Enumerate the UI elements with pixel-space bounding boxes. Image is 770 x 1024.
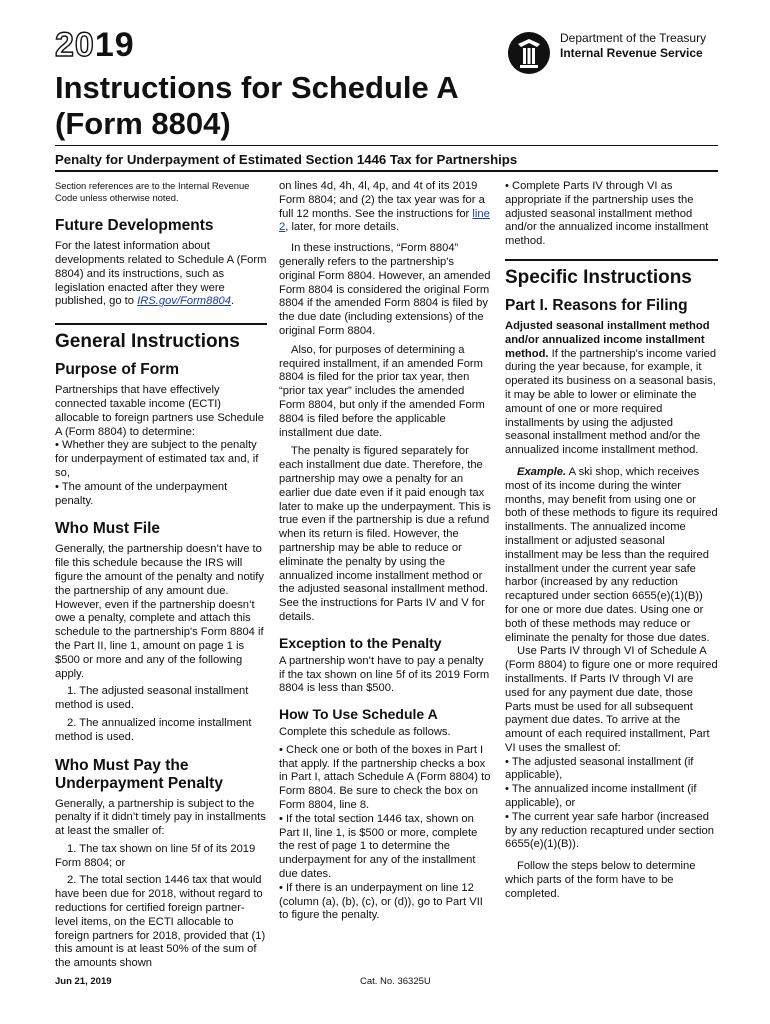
irs-form8804-link[interactable]: IRS.gov/Form8804: [137, 295, 232, 308]
example-body: A ski shop, which receives most of its income during the winter months, may benefit from using one or both of these methods to figure its required installments. The annualized income installment or adjusted seasonal installment may be less than the required installment under the current year safe harbor (increased by any reduction recaptured under section 6655(e)(1)(B)) for one or more due dates. Using one or both of these methods may reduce or eliminate the penalty for those due dates.: [505, 465, 718, 644]
agency-name: [560, 31, 750, 61]
prior-year-text: Also, for purposes of determining a required installment, if an amended Form 8804 is filed for the prior tax year, then “prior tax year” includes the amended Form 8804, but only if the amended Form 8804 is filed before the applicable installment due date.: [279, 343, 485, 439]
who-pay-item-2: 2. The total section 1446 tax that would have been due for 2018, without regard to reductions for certified foreign partner-level items, on the ECTI allocable to foreign partners for 2018, provided that (1) this amount is at least 50% of the sum of the amounts shown: [55, 874, 266, 970]
divider: [55, 145, 718, 146]
penalty-figured-text: The penalty is figured separately for each installment due date. Therefore, the partnership may owe a penalty for an earlier due date even if it paid enough tax later to make up the underpayment. This is true even if the partnership is due a refund when its return is filed. However, the partnership may be able to reduce or eliminate the penalty by using the annualized income installment method or the adjusted seasonal installment method. See the instructions for Parts IV and V for details.: [279, 445, 491, 623]
continued-text-body: on lines 4d, 4h, 4l, 4p, and 4t of its 2019 Form 8804; and (2) the tax year was for a full 12 months. See the instructions for: [279, 180, 485, 220]
year-solid-digits: 19: [94, 26, 135, 64]
parts-bullet: • Complete Parts IV through VI as appropriate if the partnership uses the adjusted seasonal installment method and/or the annualized income installment method.: [505, 180, 709, 248]
heading-part-1: Part I. Reasons for Filing: [505, 296, 688, 314]
column-2: [279, 180, 491, 923]
department-label: Department of the Treasury: [560, 31, 707, 45]
adjusted-seasonal-text: [505, 320, 718, 458]
heading-purpose-of-form: Purpose of Form: [55, 361, 180, 379]
follow-steps-text: Follow the steps below to determine which parts of the form have to be completed.: [505, 860, 696, 900]
exception-text: A partnership won’t have to pay a penalty if the tax shown on line 5f of its 2019 Form 8804 is less than $500.: [279, 654, 490, 695]
how-to-bullet-3: • If there is an underpayment on line 12 (column (a), (b), (c), or (d)), go to Part VII to figure the penalty.: [279, 881, 483, 922]
who-pay-text: Generally, a partnership is subject to the penalty if it didn’t timely pay in installments at least the smaller of:: [55, 797, 266, 838]
how-to-bullet-1: • Check one or both of the boxes in Part I that apply. If the partnership checks a box in Part I, attach Schedule A (Form 8804) to Form 8804. Be sure to check the box on Form 8804, line 8.: [279, 743, 491, 812]
how-to-bullet-2: • If the total section 1446 tax, shown on Part II, line 1, is $500 or more, complete the rest of page 1 to determine the underpayment for any of the installment due dates.: [279, 812, 478, 881]
column-1: [55, 180, 267, 971]
continued-text-end: , later, for more details.: [285, 221, 400, 234]
purpose-bullet-2: • The amount of the underpayment penalty.: [55, 480, 228, 507]
irs-eagle-logo-icon: [506, 30, 552, 76]
line-2-link[interactable]: line 2: [279, 207, 490, 234]
adjusted-seasonal-body: If the partnership's income varied during the year because, for example, it operated its business on a seasonal basis, it may be able to lower or eliminate the amount of one or more required installments by using the adjusted seasonal installment method and/or the annualized income installment method.: [505, 347, 717, 457]
who-file-item-1: 1. The adjusted seasonal installment method is used.: [55, 685, 249, 712]
heading-exception: Exception to the Penalty: [279, 634, 442, 651]
heading-general-instructions: General Instructions: [55, 323, 267, 353]
smallest-bullet-1: • The adjusted seasonal installment (if applicable),: [505, 755, 694, 782]
how-to-text: Complete this schedule as follows.: [279, 726, 451, 739]
year: [55, 26, 135, 64]
smallest-bullet-2: • The annualized income installment (if applicable), or: [505, 783, 697, 810]
subtitle: Penalty for Underpayment of Estimated Section 1446 Tax for Partnerships: [55, 152, 518, 167]
who-file-text: Generally, the partnership doesn’t have to file this schedule because the IRS will figure the amount of the penalty and notify the partnership of any amount due. However, even if the partnership doesn’t owe a penalty, complete and attach this schedule to the partnership's Form 8804 if the Part II, line 1, amount on page 1 is $500 or more and any of the following apply.: [55, 543, 264, 680]
irs-label: Internal Revenue Service: [560, 46, 703, 60]
year-outline-digits: 20: [55, 26, 95, 64]
catalog-number: Cat. No. 36325U: [360, 976, 431, 987]
future-text-end: .: [231, 295, 235, 308]
use-parts-text: Use Parts IV through VI of Schedule A (Form 8804) to figure one or more required installments. If Parts IV through VI are used for any payment due date, those Parts must be used for all subsequent payment due dates. To arrive at the amount of each required installment, Part VI uses the smallest of:: [505, 645, 718, 754]
future-text: [55, 240, 267, 309]
footer-date: Jun 21, 2019: [55, 976, 112, 987]
example-text: [505, 466, 718, 645]
example-run-in: Example.: [517, 465, 567, 478]
future-text-body: For the latest information about developments related to Schedule A (Form 8804) and its instructions, such as legislation enacted after they were published, go to: [55, 240, 267, 308]
divider: [55, 170, 718, 172]
heading-who-must-pay: Who Must Pay the Underpayment Penalty: [55, 756, 223, 792]
form-8804-definition: In these instructions, “Form 8804” generally refers to the partnership's original Form 8804. However, an amended Form 8804 is considered the original Form 8804 if the amended Form 8804 is filed by the due date (including extensions) of the original Form 8804.: [279, 242, 491, 337]
heading-who-must-file: Who Must File: [55, 520, 161, 538]
page-title: Instructions for Schedule A (Form 8804): [55, 70, 458, 141]
heading-future-developments: Future Developments: [55, 217, 214, 235]
heading-specific-instructions: Specific Instructions: [505, 259, 718, 289]
who-file-item-2: 2. The annualized income installment method is used.: [55, 716, 252, 743]
adjusted-seasonal-run-in: Adjusted seasonal installment method and/or annualized income installment method.: [505, 319, 710, 360]
who-pay-item-1: 1. The tax shown on line 5f of its 2019 Form 8804; or: [55, 842, 256, 869]
heading-how-to-use: How To Use Schedule A: [279, 706, 438, 723]
purpose-bullet-1: • Whether they are subject to the penalty for underpayment of estimated tax and, if so,: [55, 439, 259, 479]
column-3: [505, 180, 718, 902]
smallest-bullet-3: • The current year safe harbor (increased by any reduction recaptured under section 6655(e)(1)(B)).: [505, 810, 714, 851]
purpose-text: Partnerships that have effectively connected taxable income (ECTI) allocable to foreign partners use Schedule A (Form 8804) to determine:: [55, 384, 264, 438]
intro-text: Section references are to the Internal Revenue Code unless otherwise noted.: [55, 180, 250, 203]
continued-text: [279, 180, 491, 235]
